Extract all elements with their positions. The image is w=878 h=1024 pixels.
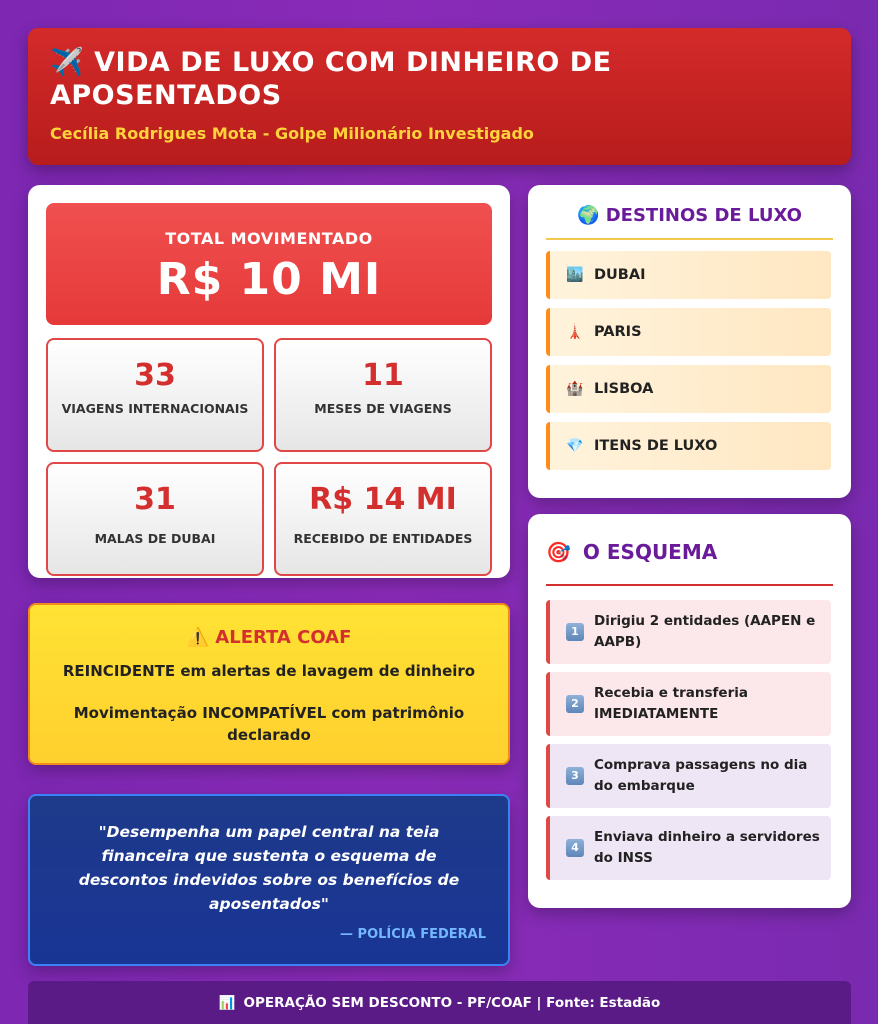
divider bbox=[546, 238, 833, 240]
stat-label: MESES DE VIAGENS bbox=[314, 401, 452, 416]
alert-strong: REINCIDENTE bbox=[62, 662, 176, 680]
stat-label: MALAS DE DUBAI bbox=[94, 531, 216, 546]
stat-value: 31 bbox=[134, 482, 176, 517]
scheme-step-text: Comprava passagens no dia do embarque bbox=[594, 757, 808, 794]
stats-card bbox=[28, 185, 510, 578]
stat-box-received bbox=[274, 462, 492, 576]
scheme-title-text: O ESQUEMA bbox=[582, 540, 718, 564]
quote-source: — POLÍCIA FEDERAL bbox=[340, 927, 486, 942]
alert-line-reincidente bbox=[30, 662, 508, 680]
keycap-1-icon: 1 bbox=[566, 623, 584, 641]
stat-value: 11 bbox=[362, 358, 404, 393]
footer-bar bbox=[28, 981, 851, 1024]
scheme-step-text: Enviava dinheiro a servidores do INSS bbox=[594, 829, 820, 866]
globe-icon: 🌍 bbox=[577, 205, 600, 226]
airplane-icon: ✈️ bbox=[50, 47, 85, 78]
stat-box-trips bbox=[46, 338, 264, 452]
stat-value: 33 bbox=[134, 358, 176, 393]
total-label: TOTAL MOVIMENTADO bbox=[165, 229, 373, 248]
destination-label: PARIS bbox=[594, 324, 642, 340]
castle-icon: 🏰 bbox=[566, 381, 584, 397]
keycap-2-icon: 2 bbox=[566, 695, 584, 713]
target-icon: 🎯 bbox=[546, 540, 571, 564]
stat-label: VIAGENS INTERNACIONAIS bbox=[61, 401, 249, 416]
destination-item-lisboa bbox=[546, 365, 831, 413]
scheme-step-4 bbox=[546, 816, 831, 880]
alert-text: Movimentação bbox=[73, 704, 203, 722]
header-banner bbox=[28, 28, 851, 165]
scheme-step-text: Dirigiu 2 entidades (AAPEN e AAPB) bbox=[594, 613, 816, 650]
alert-text: em alertas de lavagem de dinheiro bbox=[175, 662, 476, 680]
total-value: R$ 10 MI bbox=[156, 254, 382, 305]
eiffel-tower-icon: 🗼 bbox=[566, 324, 584, 340]
scheme-step-text: Recebia e transferia IMEDIATAMENTE bbox=[594, 685, 748, 722]
alert-strong: INCOMPATÍVEL bbox=[202, 704, 327, 722]
warning-icon: ⚠️ bbox=[186, 627, 210, 648]
keycap-3-icon: 3 bbox=[566, 767, 584, 785]
stat-box-months bbox=[274, 338, 492, 452]
scheme-step-3 bbox=[546, 744, 831, 808]
alert-title bbox=[30, 627, 508, 648]
destination-item-luxury bbox=[546, 422, 831, 470]
scheme-step-1 bbox=[546, 600, 831, 664]
scheme-card bbox=[528, 514, 851, 908]
quote-card bbox=[28, 794, 510, 966]
alert-title-text: ALERTA COAF bbox=[215, 627, 352, 648]
page-title-text: VIDA DE LUXO COM DINHEIRO DE APOSENTADOS bbox=[50, 47, 612, 111]
keycap-4-icon: 4 bbox=[566, 839, 584, 857]
total-moved-box bbox=[46, 203, 492, 325]
scheme-step-2 bbox=[546, 672, 831, 736]
destination-label: ITENS DE LUXO bbox=[594, 438, 718, 454]
divider bbox=[546, 584, 833, 586]
alert-text: com patrimônio declarado bbox=[227, 704, 465, 744]
alert-line-incompativel bbox=[59, 702, 479, 746]
coaf-alert-card bbox=[28, 603, 510, 765]
stat-box-bags bbox=[46, 462, 264, 576]
city-skyline-icon: 🏙️ bbox=[566, 267, 584, 283]
quote-text: "Desempenha um papel central na teia financeira que sustenta o esquema de descontos indevidos sobre os benefícios de aposentados" bbox=[78, 823, 460, 913]
page-title bbox=[50, 46, 829, 112]
page-subtitle: Cecília Rodrigues Mota - Golpe Milionário Investigado bbox=[50, 124, 534, 143]
stat-label: RECEBIDO DE ENTIDADES bbox=[293, 531, 473, 546]
footer-text: OPERAÇÃO SEM DESCONTO - PF/COAF | Fonte: Estadão bbox=[243, 994, 661, 1011]
destinations-card bbox=[528, 185, 851, 498]
bar-chart-icon: 📊 bbox=[218, 994, 236, 1011]
destination-label: DUBAI bbox=[594, 267, 646, 283]
stat-value: R$ 14 MI bbox=[309, 482, 457, 517]
diamond-icon: 💎 bbox=[566, 438, 584, 454]
destination-item-paris bbox=[546, 308, 831, 356]
destinations-title bbox=[546, 205, 833, 226]
scheme-title bbox=[546, 540, 833, 564]
destination-label: LISBOA bbox=[594, 381, 654, 397]
destinations-title-text: DESTINOS DE LUXO bbox=[605, 205, 802, 226]
destination-item-dubai bbox=[546, 251, 831, 299]
